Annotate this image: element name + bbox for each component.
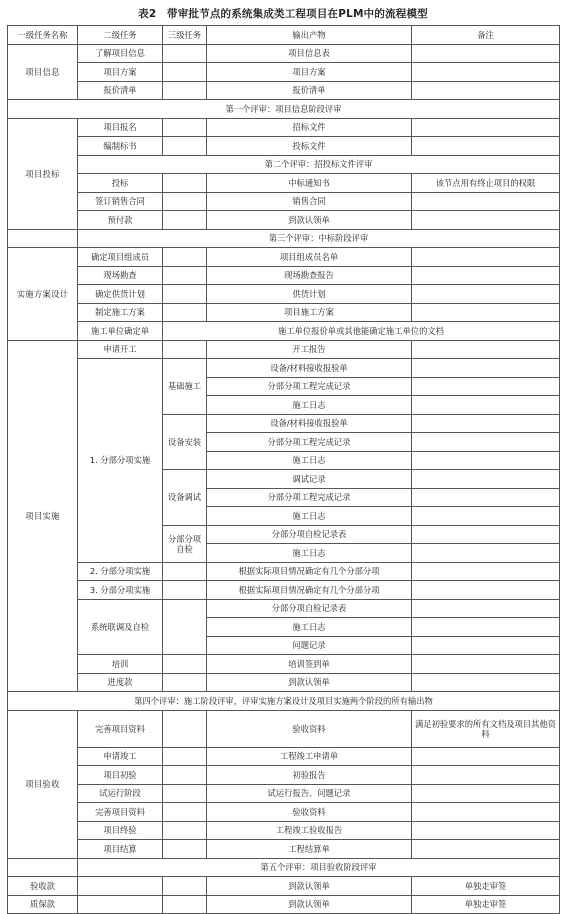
review-4: 第四个评审：施工阶段评审，评审实施方案设计及项目实施两个阶段的所有输出物 xyxy=(8,692,560,711)
table-row xyxy=(8,581,560,600)
output-cell: 设备/材料接收报验单 xyxy=(207,414,412,433)
review-row xyxy=(8,229,560,248)
l2-cell: 投标 xyxy=(78,174,163,193)
note-cell xyxy=(412,655,560,674)
table-row xyxy=(8,322,560,341)
output-cell: 验收资料 xyxy=(207,710,412,747)
table-row xyxy=(8,784,560,803)
l3-cell xyxy=(163,285,207,304)
output-cell: 施工日志 xyxy=(207,618,412,637)
l3-foundation: 基础施工 xyxy=(163,359,207,415)
stage-info: 项目信息 xyxy=(8,44,78,100)
l3-cell xyxy=(163,655,207,674)
note-cell: 满足初验要求的所有文档及项目其他资料 xyxy=(412,710,560,747)
review-row xyxy=(8,100,560,119)
table-row xyxy=(8,266,560,285)
note-cell xyxy=(412,840,560,859)
note-cell xyxy=(412,63,560,82)
table-row xyxy=(8,747,560,766)
l3-cell xyxy=(163,44,207,63)
output-cell: 投标文件 xyxy=(207,137,412,156)
output-cell: 到款认领单 xyxy=(207,211,412,230)
output-cell: 项目施工方案 xyxy=(207,303,412,322)
l3-cell xyxy=(163,303,207,322)
l3-cell xyxy=(163,673,207,692)
note-cell xyxy=(412,784,560,803)
output-cell: 培训签到单 xyxy=(207,655,412,674)
output-cell: 分部分项工程完成记录 xyxy=(207,488,412,507)
table-row xyxy=(8,137,560,156)
output-cell: 到款认领单 xyxy=(207,673,412,692)
note-cell xyxy=(412,599,560,618)
note-cell xyxy=(412,377,560,396)
l3-cell xyxy=(163,562,207,581)
output-cell: 工程竣工验收报告 xyxy=(207,821,412,840)
output-cell: 项目组成员名单 xyxy=(207,248,412,267)
l3-cell xyxy=(163,340,207,359)
l3-cell xyxy=(163,821,207,840)
l3-cell xyxy=(163,192,207,211)
output-cell: 招标文件 xyxy=(207,118,412,137)
table-row xyxy=(8,285,560,304)
review-row xyxy=(8,692,560,711)
output-cell: 初验报告 xyxy=(207,766,412,785)
output-cell: 项目信息表 xyxy=(207,44,412,63)
l3-cell xyxy=(163,710,207,747)
output-cell: 根据实际项目情况确定有几个分部分项 xyxy=(207,581,412,600)
review-1: 第一个评审：项目信息阶段评审 xyxy=(8,100,560,119)
table-row xyxy=(8,63,560,82)
output-cell: 现场勘查报告 xyxy=(207,266,412,285)
l2-cell: 项目结算 xyxy=(78,840,163,859)
note-cell xyxy=(412,525,560,544)
table-row xyxy=(8,81,560,100)
output-cell: 到款认领单 xyxy=(207,877,412,896)
note-cell xyxy=(412,821,560,840)
note-cell xyxy=(412,544,560,563)
l3-install: 设备安装 xyxy=(163,414,207,470)
note-cell xyxy=(412,44,560,63)
l3-cell xyxy=(163,895,207,914)
stage-acceptance-payment: 验收款 xyxy=(8,877,78,896)
note-cell xyxy=(412,507,560,526)
l2-sub1: 1. 分部分项实施 xyxy=(78,359,163,563)
table-row xyxy=(8,118,560,137)
blank-cell xyxy=(8,229,78,248)
l2-cell xyxy=(78,895,163,914)
l2-cell: 项目终验 xyxy=(78,821,163,840)
output-cell: 分部分项工程完成记录 xyxy=(207,377,412,396)
note-cell: 单独走审签 xyxy=(412,895,560,914)
l2-cell: 培训 xyxy=(78,655,163,674)
note-cell xyxy=(412,192,560,211)
note-cell xyxy=(412,303,560,322)
table-row xyxy=(8,44,560,63)
l2-cell: 确定供货计划 xyxy=(78,285,163,304)
l2-cell: 3. 分部分项实施 xyxy=(78,581,163,600)
table-row xyxy=(8,174,560,193)
table-row xyxy=(8,821,560,840)
l2-cell: 完善项目资料 xyxy=(78,710,163,747)
l2-cell: 申请开工 xyxy=(78,340,163,359)
l3-debug: 设备调试 xyxy=(163,470,207,526)
stage-bid: 项目投标 xyxy=(8,118,78,229)
output-cell: 分部分项工程完成记录 xyxy=(207,433,412,452)
l2-cell: 确定项目组成员 xyxy=(78,248,163,267)
output-cell: 开工报告 xyxy=(207,340,412,359)
l3-cell xyxy=(163,174,207,193)
l2-cell: 施工单位确定单 xyxy=(78,322,163,341)
output-cell: 工程竣工申请单 xyxy=(207,747,412,766)
note-cell: 单独走审签 xyxy=(412,877,560,896)
l2-cell: 2. 分部分项实施 xyxy=(78,562,163,581)
l2-cell: 项目初验 xyxy=(78,766,163,785)
note-cell xyxy=(412,359,560,378)
l3-cell xyxy=(163,266,207,285)
l3-cell xyxy=(163,63,207,82)
l2-cell: 了解项目信息 xyxy=(78,44,163,63)
output-cell: 销售合同 xyxy=(207,192,412,211)
l3-cell xyxy=(163,248,207,267)
table-row xyxy=(8,877,560,896)
note-cell xyxy=(412,451,560,470)
note-cell xyxy=(412,673,560,692)
note-cell xyxy=(412,581,560,600)
table-row xyxy=(8,340,560,359)
l2-cell: 申请竣工 xyxy=(78,747,163,766)
output-cell: 工程结算单 xyxy=(207,840,412,859)
output-cell: 施工日志 xyxy=(207,544,412,563)
output-cell: 设备/材料接收报验单 xyxy=(207,359,412,378)
header-output: 输出产物 xyxy=(207,26,412,45)
review-5: 第五个评审：项目验收阶段评审 xyxy=(78,858,560,877)
table-row xyxy=(8,710,560,747)
output-cell: 中标通知书 xyxy=(207,174,412,193)
output-cell: 根据实际项目情况确定有几个分部分项 xyxy=(207,562,412,581)
note-cell xyxy=(412,766,560,785)
output-cell: 验收资料 xyxy=(207,803,412,822)
output-cell: 施工单位报价单或其他能确定施工单位的文档 xyxy=(163,322,560,341)
l3-cell xyxy=(163,877,207,896)
table-row xyxy=(8,895,560,914)
table-row xyxy=(8,192,560,211)
l2-cell: 项目报名 xyxy=(78,118,163,137)
header-l2: 二级任务 xyxy=(78,26,163,45)
note-cell xyxy=(412,266,560,285)
blank-cell xyxy=(8,858,78,877)
stage-accept: 项目验收 xyxy=(8,710,78,858)
stage-design: 实施方案设计 xyxy=(8,248,78,341)
header-note: 备注 xyxy=(412,26,560,45)
table-row xyxy=(8,303,560,322)
review-row xyxy=(8,858,560,877)
note-cell xyxy=(412,618,560,637)
table-title: 表2 带审批节点的系统集成类工程项目在PLM中的流程模型 xyxy=(138,8,428,20)
l2-cell: 编制标书 xyxy=(78,137,163,156)
output-cell: 施工日志 xyxy=(207,507,412,526)
l2-cell xyxy=(78,877,163,896)
l3-cell xyxy=(163,599,207,655)
l3-cell xyxy=(163,211,207,230)
l3-selfcheck: 分部分项自检 xyxy=(163,525,207,562)
note-cell xyxy=(412,636,560,655)
l3-cell xyxy=(163,137,207,156)
l3-cell xyxy=(163,784,207,803)
output-cell: 调试记录 xyxy=(207,470,412,489)
note-cell xyxy=(412,137,560,156)
table-row xyxy=(8,599,560,618)
l2-cell: 制定施工方案 xyxy=(78,303,163,322)
review-3: 第三个评审：中标阶段评审 xyxy=(78,229,560,248)
l3-cell xyxy=(163,747,207,766)
l2-joint: 系统联调及自检 xyxy=(78,599,163,655)
table-row xyxy=(8,673,560,692)
header-l3: 三级任务 xyxy=(163,26,207,45)
l2-cell: 项目方案 xyxy=(78,63,163,82)
stage-warranty-payment: 质保款 xyxy=(8,895,78,914)
note-cell xyxy=(412,211,560,230)
l2-cell: 报价清单 xyxy=(78,81,163,100)
note-cell xyxy=(412,488,560,507)
l3-cell xyxy=(163,581,207,600)
output-cell: 报价清单 xyxy=(207,81,412,100)
table-row xyxy=(8,359,560,378)
note-cell xyxy=(412,414,560,433)
header-row xyxy=(8,26,560,45)
note-cell xyxy=(412,562,560,581)
l3-cell xyxy=(163,118,207,137)
l2-cell: 试运行阶段 xyxy=(78,784,163,803)
output-cell: 分部分项自检记录表 xyxy=(207,525,412,544)
table-row xyxy=(8,766,560,785)
table-row xyxy=(8,655,560,674)
note-cell xyxy=(412,118,560,137)
l2-cell: 进度款 xyxy=(78,673,163,692)
output-cell: 施工日志 xyxy=(207,451,412,470)
l3-cell xyxy=(163,766,207,785)
note-cell xyxy=(412,340,560,359)
process-model-table xyxy=(7,25,560,914)
l2-cell: 完善项目资料 xyxy=(78,803,163,822)
output-cell: 施工日志 xyxy=(207,396,412,415)
note-cell: 该节点用有终止项目的权限 xyxy=(412,174,560,193)
table-row xyxy=(8,803,560,822)
note-cell xyxy=(412,803,560,822)
table-row xyxy=(8,211,560,230)
l2-cell: 签订销售合同 xyxy=(78,192,163,211)
output-cell: 试运行报告、问题记录 xyxy=(207,784,412,803)
note-cell xyxy=(412,396,560,415)
table-row xyxy=(8,840,560,859)
note-cell xyxy=(412,285,560,304)
note-cell xyxy=(412,81,560,100)
l3-cell xyxy=(163,81,207,100)
table-row xyxy=(8,562,560,581)
note-cell xyxy=(412,248,560,267)
l2-cell: 预付款 xyxy=(78,211,163,230)
output-cell: 问题记录 xyxy=(207,636,412,655)
review-2: 第二个评审：招投标文件评审 xyxy=(78,155,560,174)
l3-cell xyxy=(163,840,207,859)
output-cell: 到款认领单 xyxy=(207,895,412,914)
output-cell: 供货计划 xyxy=(207,285,412,304)
review-row xyxy=(8,155,560,174)
l2-cell: 现场勘查 xyxy=(78,266,163,285)
note-cell xyxy=(412,433,560,452)
table-row xyxy=(8,248,560,267)
output-cell: 分部分项自检记录表 xyxy=(207,599,412,618)
stage-impl: 项目实施 xyxy=(8,340,78,692)
note-cell xyxy=(412,470,560,489)
output-cell: 项目方案 xyxy=(207,63,412,82)
header-l1: 一级任务名称 xyxy=(8,26,78,45)
note-cell xyxy=(412,747,560,766)
l3-cell xyxy=(163,803,207,822)
